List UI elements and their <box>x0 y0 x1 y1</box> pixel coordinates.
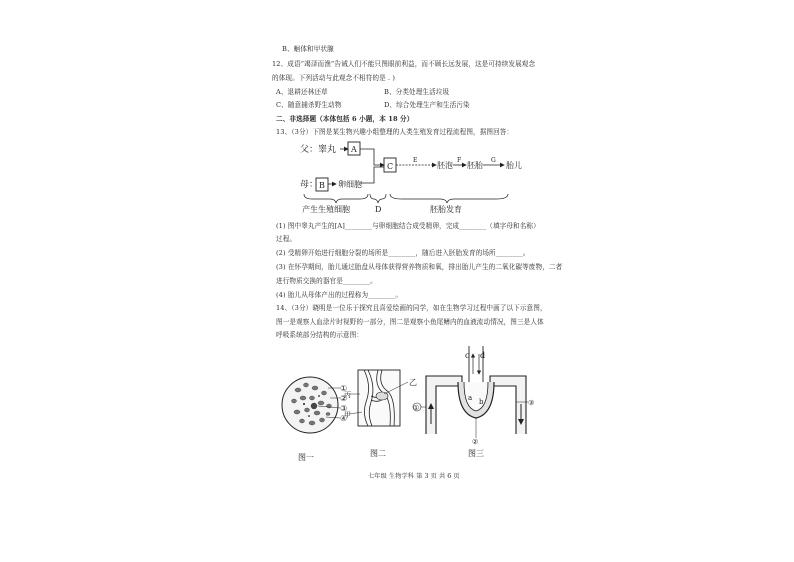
flow-mother: 母： <box>300 180 319 190</box>
question-14-stem-cont1: 图一是观察人血涂片时视野的一部分，图二是观察小鱼尾鳍内的血液流动情况，图三是人体 <box>276 318 544 326</box>
flow-label-d: D <box>375 205 382 214</box>
option-d: D、综合处理生产和生活污染 <box>384 101 470 109</box>
fig2-mark-yi: 乙 <box>409 378 417 387</box>
question-12-stem-cont: 的体现。下列活动与此观念不相符的是 . ) <box>272 74 396 82</box>
question-13-stem: 13、（3分）下图是某生物兴趣小组整理的人类生殖发育过程流程图，据图回答： <box>276 128 514 136</box>
question-14-stem-cont2: 呼吸系统部分结构的示意图： <box>276 331 364 339</box>
figure-3-alveolus <box>412 344 542 464</box>
flow-embryo: 胚胎 <box>467 161 483 170</box>
fig1-caption: 图一 <box>298 453 314 462</box>
fig3-mark-1: ① <box>413 404 420 412</box>
fig1-mark-2: ② <box>340 394 348 403</box>
fig1-mark-4: ④ <box>340 414 348 423</box>
flow-g: G <box>491 157 496 164</box>
fig3-mark-b: b <box>479 398 484 406</box>
fig2-mark-bing: 丙 <box>344 391 351 399</box>
option-a: A、退耕还林还草 <box>276 88 328 96</box>
flow-ovum: 卵细胞 <box>338 180 362 189</box>
fig2-caption: 图二 <box>370 449 386 458</box>
flow-label-development: 胚胎发育 <box>430 205 462 214</box>
fig1-mark-1: ① <box>340 384 348 393</box>
question-12-stem: 12、成语“竭泽而渔”告诫人们不能只图眼前利益，而不顾长远发展，这是可持续发展观念 <box>272 60 536 68</box>
q13-sub4: (4) 胎儿从母体产出的过程称为________。 <box>276 291 403 299</box>
flow-label-gametes: 产生生殖细胞 <box>302 205 350 214</box>
flow-embryo-bubble: 胚泡 <box>437 161 453 170</box>
box-b-label: B <box>319 181 325 190</box>
box-c-label: C <box>387 162 394 171</box>
fig2-mark-jia: 甲 <box>344 411 351 419</box>
fig3-caption: 图三 <box>468 449 484 458</box>
fig1-mark-3: ③ <box>340 404 348 413</box>
reproduction-flowchart <box>290 138 530 218</box>
option-b: B、分类处理生活垃圾 <box>384 88 450 96</box>
section-heading: 二、非选择题（本体包括 6 小题，本 18 分） <box>276 115 414 123</box>
flow-father: 父：睾丸 <box>300 145 337 155</box>
fig3-mark-c: c <box>465 351 470 360</box>
q13-sub3-cont: 进行物质交换的器官是________。 <box>276 277 377 285</box>
page-footer: 七年级 生物学科 第 3 页 共 6 页 <box>368 473 460 480</box>
q13-sub1-cont: 过程。 <box>276 235 297 243</box>
q13-sub1: (1) 图中睾丸产生的[A]________与卵细胞结合成受精卵，完成________（填字母和名称） <box>276 222 540 230</box>
box-a-label: A <box>351 145 357 154</box>
question-14-stem: 14、（3分）晓明是一位乐于探究且喜爱绘画的同学，如在生物学习过程中画了以下示意图， <box>276 304 547 312</box>
flow-fetus: 胎儿 <box>506 161 522 170</box>
fig3-mark-3: ③ <box>528 399 535 407</box>
q13-sub2: (2) 受精卵开始进行细胞分裂的场所是________，随后进入胚胎发育的场所________。 <box>276 249 530 257</box>
flow-e: E <box>413 157 418 164</box>
option-b-previous: B、蛔体和甲状腺 <box>282 45 334 53</box>
q13-sub3: (3) 在怀孕期间，胎儿通过胎盘从母体获得营养物质和氧，排出胎儿产生的二氧化碳等废物，二者 <box>276 263 563 271</box>
fig3-mark-2: ② <box>472 438 479 446</box>
fig3-mark-d: d <box>480 351 486 360</box>
option-c: C、随意捕杀野生动物 <box>276 101 342 109</box>
fig3-mark-a: a <box>468 394 473 402</box>
flow-f: F <box>457 157 462 164</box>
